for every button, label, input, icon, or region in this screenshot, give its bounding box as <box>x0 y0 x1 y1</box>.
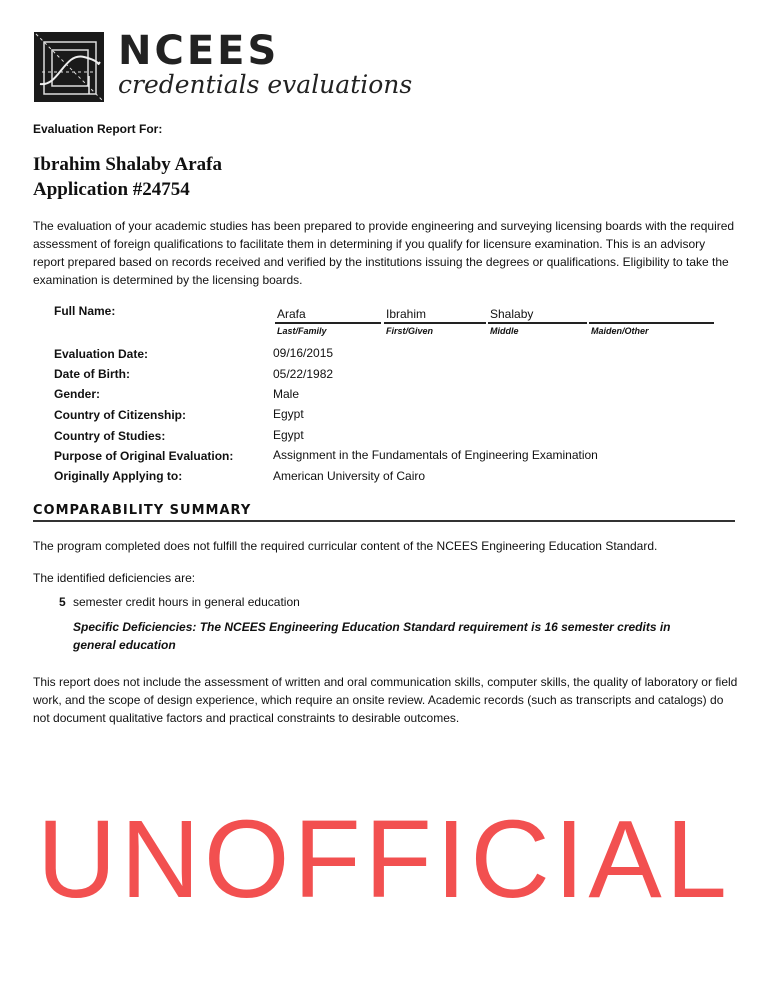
name-line <box>589 322 714 324</box>
country-studies-value: Egypt <box>273 428 304 442</box>
middle-name: Shalaby <box>490 307 534 321</box>
citizenship-value: Egypt <box>273 407 304 421</box>
gender-value: Male <box>273 387 300 401</box>
name-line <box>275 322 381 324</box>
deficiency-count: 5 <box>59 595 66 609</box>
name-line <box>384 322 486 324</box>
deficiencies-intro: The identified deficiencies are: <box>33 571 196 585</box>
full-name-label: Full Name: <box>54 304 116 318</box>
logo-subtitle: credentials evaluations <box>118 70 413 99</box>
purpose-value: Assignment in the Fundamentals of Engineering Examination <box>273 448 598 462</box>
specific-deficiencies: Specific Deficiencies: The NCEES Engineering Education Standard requirement is 16 semester credits in general education <box>73 620 671 652</box>
name-line <box>488 322 587 324</box>
logo-title: NCEES <box>118 28 280 74</box>
gender-label: Gender: <box>54 387 101 401</box>
last-name: Arafa <box>277 307 306 321</box>
ncees-logo <box>34 28 413 102</box>
dob-label: Date of Birth: <box>54 367 130 381</box>
first-name: Ibrahim <box>386 307 427 321</box>
dob-value: 05/22/1982 <box>273 367 334 381</box>
applicant-name: Ibrahim Shalaby Arafa <box>33 154 222 175</box>
purpose-label: Purpose of Original Evaluation: <box>54 449 234 463</box>
applying-to-value: American University of Cairo <box>273 469 426 483</box>
report-for-label: Evaluation Report For: <box>33 122 163 136</box>
citizenship-label: Country of Citizenship: <box>54 408 186 422</box>
caption-last: Last/Family <box>277 326 327 336</box>
report-note: This report does not include the assessment of written and oral communication skills, computer skills, the quality of laboratory or field work, and the scope of design experience, which require an onsite review. Academic records (such as transcripts and catalogs) do not document qualitative factors and practical constraints to desirable outcomes. <box>33 675 738 725</box>
country-studies-label: Country of Studies: <box>54 429 166 443</box>
logo-graph-icon <box>34 32 104 102</box>
caption-first: First/Given <box>386 326 434 336</box>
deficiency-text: semester credit hours in general education <box>73 595 300 609</box>
summary-statement: The program completed does not fulfill the required curricular content of the NCEES Engineering Education Standard. <box>33 539 658 553</box>
application-number: Application #24754 <box>33 179 190 200</box>
evaluation-date-value: 09/16/2015 <box>273 346 334 360</box>
caption-maiden: Maiden/Other <box>591 326 649 336</box>
applying-to-label: Originally Applying to: <box>54 469 183 483</box>
unofficial-watermark: UNOFFICIAL <box>37 798 731 921</box>
intro-paragraph: The evaluation of your academic studies has been prepared to provide engineering and surveying licensing boards with the required assessment of foreign qualifications to facilitate them in determining if you qualify for licensure examination. This is an advisory report prepared based on records received and verified by the institutions issuing the degrees or qualifications. Eligibility to take the examination is determined by the licensing boards. <box>33 219 735 287</box>
comparability-summary-heading: COMPARABILITY SUMMARY <box>33 503 735 522</box>
caption-middle: Middle <box>490 326 519 336</box>
evaluation-date-label: Evaluation Date: <box>54 347 149 361</box>
